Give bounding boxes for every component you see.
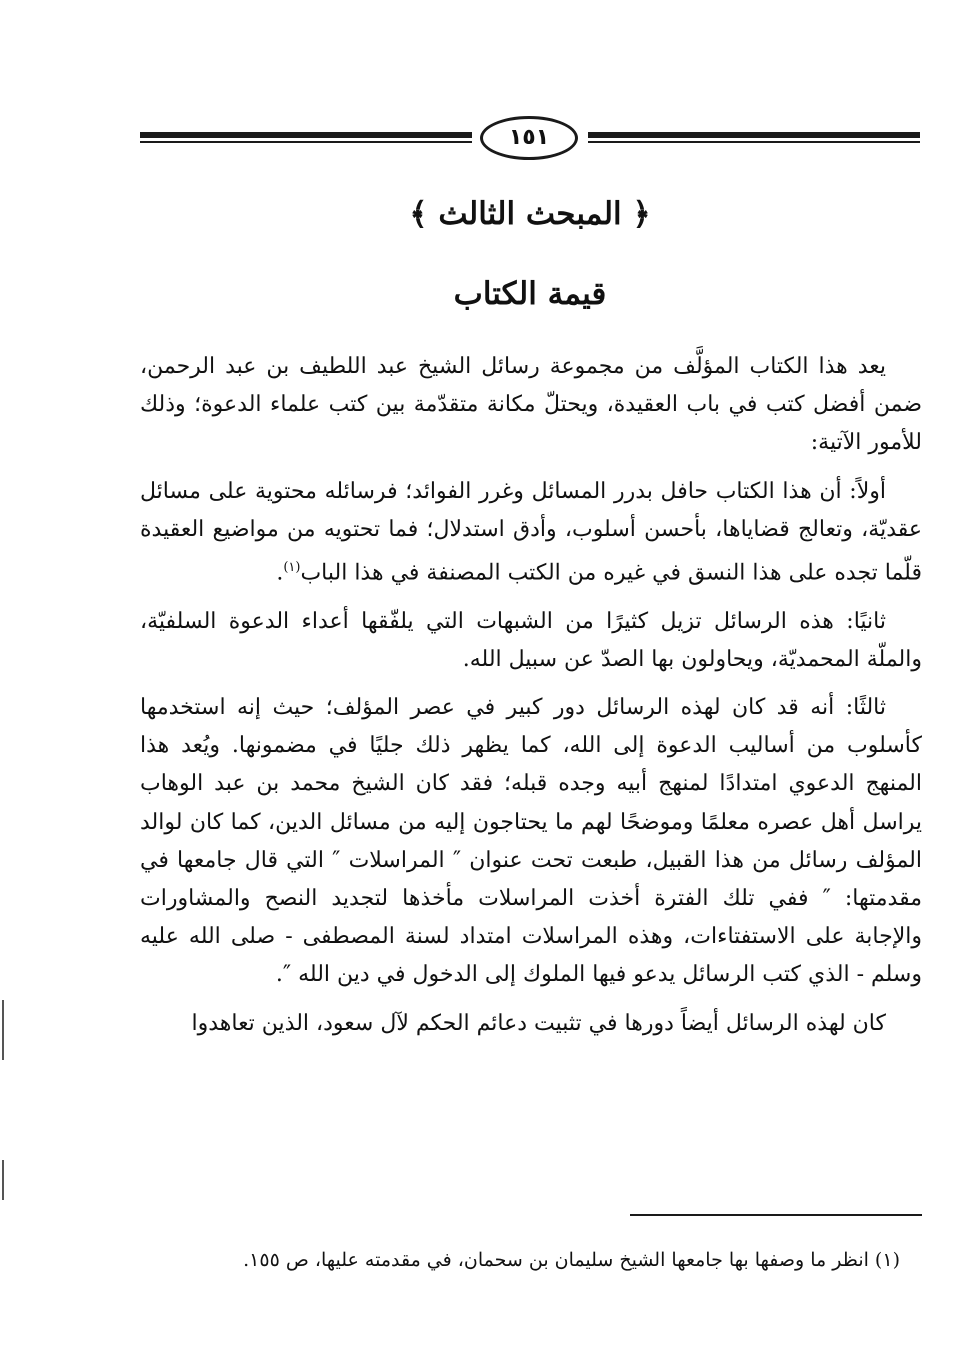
chapter-title: قيمة الكتاب xyxy=(453,276,607,312)
header-rule-right xyxy=(588,132,920,146)
footnote-separator xyxy=(630,1214,922,1216)
page-header xyxy=(140,112,920,168)
footnote: (١) انظر ما وصفها بها جامعها الشيخ سليمان بن سحمان، في مقدمته عليها، ص ١٥٥. xyxy=(243,1249,900,1271)
body-text xyxy=(140,348,922,1053)
footnote-reference: (١) xyxy=(283,560,301,576)
scan-margin-mark xyxy=(2,1000,4,1060)
page-number: ١٥١ xyxy=(480,116,578,160)
paragraph: ثانيًا: هذه الرسائل تزيل كثيرًا من الشبهات التي يلفّقها أعداء الدعوة السلفيّة، والملّة المحمديّة، ويحاولون بها الصدّ عن سبيل الله. xyxy=(140,608,922,672)
paragraph: ثالثًا: أنه قد كان لهذه الرسائل دور كبير في عصر المؤلف؛ حيث إنه استخدمها كأسلوب من أساليب الدعوة إلى الله، كما يظهر ذلك جليًا في مضمونها. ويُعد هذا المنهج الدعوي امتدادًا لمنهج أبيه وجده قبله؛ فقد كان الشيخ محمد بن عبد الوهاب يراسل أهل عصره معلمًا وموضحًا لهم ما يحتاجون إليه من مسائل الدين، كما كان لوالد المؤلف رسائل من هذا القبيل، طبعت تحت عنوان ″ المراسلات ″ التي قال جامعها في مقدمتها: ″ ففي تلك الفترة أخذت المراسلات مأخذها لتجديد النصح والمشاورات والإجابة على الاستفتاءات، وهذه المراسلات امتداد لسنة المصطفى - صلى الله عليه وسلم - الذي كتب الرسائل يدعو فيها الملوك إلى الدخول في دين الله ″. xyxy=(140,694,922,988)
scan-margin-mark xyxy=(2,1160,4,1200)
paragraph: يعد هذا الكتاب المؤلَّف من مجموعة رسائل الشيخ عبد اللطيف بن عبد الرحمن، ضمن أفضل كتب في باب العقيدة، ويحتلّ مكانة متقدّمة بين كتب علماء الدعوة؛ وذلك للأمور الآتية: xyxy=(140,354,922,456)
paragraph: أولاً: أن هذا الكتاب حافل بدرر المسائل وغرر الفوائد؛ فرسائله محتوية على مسائل عقديّة، وتعالج قضاياها، بأحسن أسلوب، وأدق استدلال؛ فما تحتويه من مواضيع العقيدة قلّما تجده على هذا النسق في غيره من الكتب المصنفة في هذا الباب$^{(١)}$. xyxy=(140,478,922,586)
paragraph: كان لهذه الرسائل أيضاً دورها في تثبيت دعائم الحكم لآل سعود، الذين تعاهدوا xyxy=(191,1010,886,1036)
section-title: ﴿ المبحث الثالث ﴾ xyxy=(409,196,651,232)
header-rule-left xyxy=(140,132,472,146)
